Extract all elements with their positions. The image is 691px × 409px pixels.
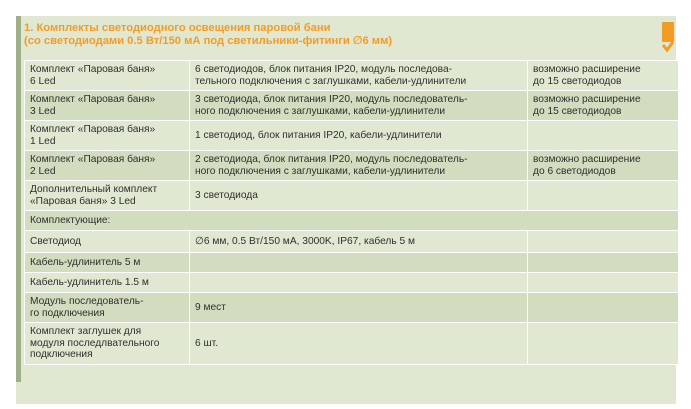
bookmark-check-icon <box>662 22 674 56</box>
name-cell-line: «Паровая баня» 3 Led <box>30 195 136 207</box>
description-cell-line: 9 мест <box>195 301 226 313</box>
description-cell <box>190 253 528 273</box>
note-cell <box>528 293 679 323</box>
section-label: Комплектующие: <box>25 211 679 231</box>
description-cell <box>190 91 528 121</box>
description-cell-line: ного подключения с заглушками, кабели-удлинители <box>195 165 446 177</box>
description-cell <box>190 61 528 91</box>
note-cell-line: до 15 светодиодов <box>533 75 622 87</box>
table-row <box>25 231 679 253</box>
name-cell-line: Комплект заглушек для <box>30 326 142 338</box>
note-cell <box>528 323 679 365</box>
description-cell <box>190 323 528 365</box>
name-cell-line: Комплект «Паровая баня» <box>30 94 156 105</box>
description-cell-line: ∅6 мм, 0.5 Вт/150 мА, 3000K, IP67, кабель 5 м <box>195 235 415 247</box>
description-cell <box>190 273 528 293</box>
description-cell-line: 6 светодиодов, блок питания IP20, модуль последова- <box>195 64 453 75</box>
table-row <box>25 293 679 323</box>
description-cell <box>190 151 528 181</box>
note-cell <box>528 231 679 253</box>
description-cell-line: 3 светодиода <box>195 189 258 201</box>
table-row <box>25 323 679 365</box>
description-cell <box>190 121 528 151</box>
description-cell-line: 3 светодиода, блок питания IP20, модуль последователь- <box>195 94 468 105</box>
name-cell-line: 6 Led <box>30 75 56 87</box>
name-cell-line: Комплект «Паровая баня» <box>30 124 156 135</box>
kits-table <box>24 60 679 365</box>
note-cell-line: до 6 светодиодов <box>533 165 616 177</box>
note-cell <box>528 273 679 293</box>
note-cell <box>528 91 679 121</box>
name-cell <box>25 253 190 273</box>
table-row <box>25 273 679 293</box>
section-title-line-1: 1. Комплекты светодиодного освещения паровой бани <box>24 22 331 34</box>
name-cell-line: Комплект «Паровая баня» <box>30 64 156 75</box>
note-cell-line: возможно расширение <box>533 154 641 165</box>
description-cell-line: тельного подключения с заглушками, кабели-удлинители <box>195 75 467 87</box>
name-cell <box>25 181 190 211</box>
table-row <box>25 61 679 91</box>
name-cell-line: Светодиод <box>30 235 81 247</box>
name-cell <box>25 151 190 181</box>
name-cell-line: Кабель-удлинитель 5 м <box>30 256 141 268</box>
kits-table-body <box>25 61 679 365</box>
section-title-line-2: (со светодиодами 0.5 Вт/150 мА под светильники-фитинги ∅6 мм) <box>24 35 393 47</box>
note-cell-line: до 15 светодиодов <box>533 105 622 117</box>
name-cell-line: Модуль последователь- <box>30 296 144 307</box>
description-cell-line: 6 шт. <box>195 337 219 349</box>
note-cell <box>528 253 679 273</box>
description-cell <box>190 181 528 211</box>
name-cell-line: 2 Led <box>30 165 56 177</box>
description-cell <box>190 293 528 323</box>
name-cell <box>25 121 190 151</box>
name-cell <box>25 273 190 293</box>
description-cell-line: 1 светодиод, блок питания IP20, кабели-удлинители <box>195 129 442 141</box>
name-cell <box>25 91 190 121</box>
description-cell-line: 2 светодиода, блок питания IP20, модуль последователь- <box>195 154 468 165</box>
table-row <box>25 181 679 211</box>
note-cell <box>528 61 679 91</box>
name-cell <box>25 61 190 91</box>
note-cell-line: возможно расширение <box>533 94 641 105</box>
description-cell <box>190 231 528 253</box>
note-cell <box>528 181 679 211</box>
note-cell <box>528 151 679 181</box>
section-row <box>25 211 679 231</box>
table-row <box>25 121 679 151</box>
note-cell <box>528 121 679 151</box>
name-cell <box>25 231 190 253</box>
section-title <box>24 22 392 48</box>
name-cell <box>25 293 190 323</box>
name-cell-line: подключения <box>30 349 93 361</box>
note-cell-line: возможно расширение <box>533 64 641 75</box>
name-cell-line: модуля последлвательного <box>30 337 160 349</box>
name-cell-line: Кабель-удлинитель 1.5 м <box>30 276 149 288</box>
table-row <box>25 151 679 181</box>
name-cell-line: го подключения <box>30 307 105 319</box>
table-row <box>25 91 679 121</box>
name-cell <box>25 323 190 365</box>
description-cell-line: ного подключения с заглушками, кабели-удлинители <box>195 105 446 117</box>
name-cell-line: Дополнительный комплект <box>30 184 158 195</box>
table-row <box>25 253 679 273</box>
name-cell-line: 1 Led <box>30 135 56 147</box>
name-cell-line: 3 Led <box>30 105 56 117</box>
name-cell-line: Комплект «Паровая баня» <box>30 154 156 165</box>
